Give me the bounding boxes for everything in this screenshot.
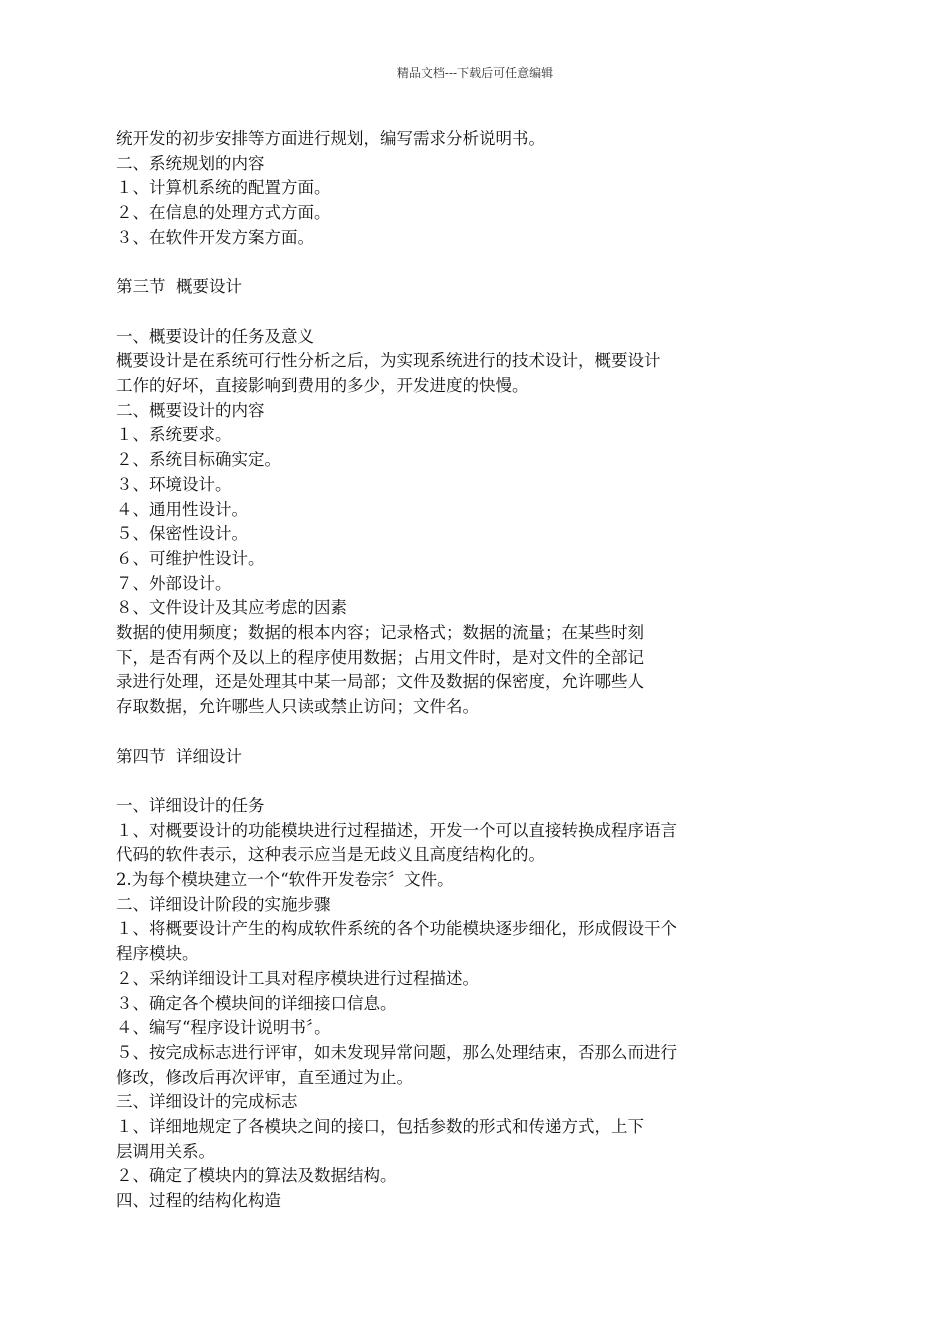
text-line: 二、系统规划的内容: [116, 153, 265, 173]
text-line: ８、文件设计及其应考虑的因素: [116, 598, 347, 618]
text-line: ２、在信息的处理方式方面。: [116, 203, 331, 223]
text-line: 程序模块。: [116, 944, 199, 964]
text-line: ６、可维护性设计。: [116, 548, 265, 568]
text-line: 二、详细设计阶段的实施步骤: [116, 894, 331, 914]
text-line: 四、过程的结构化构造: [116, 1191, 281, 1211]
text-line: 一、详细设计的任务: [116, 795, 265, 815]
text-line: ２、确定了模块内的算法及数据结构。: [116, 1166, 397, 1186]
text-line: 层调用关系。: [116, 1141, 215, 1161]
blank-line: [116, 300, 796, 325]
text-line: 工作的好坏，直接影响到费用的多少，开发进度的快慢。: [116, 376, 529, 395]
text-line: ２、系统目标确实定。: [116, 450, 281, 470]
document-body: [116, 127, 796, 1214]
text-line: ７、外部设计。: [116, 573, 232, 593]
text-line: ３、在软件开发方案方面。: [116, 227, 314, 247]
text-line: 数据的使用频度；数据的根本内容；记录格式；数据的流量；在某些时刻: [116, 623, 644, 643]
text-line: ２、采纳详细设计工具对程序模块进行过程描述。: [116, 968, 479, 988]
text-line: １、将概要设计产生的构成软件系统的各个功能模块逐步细化，形成假设干个: [116, 919, 677, 939]
text-line: １、计算机系统的配置方面。: [116, 178, 331, 198]
text-line: ４、编写“程序设计说明书〞。: [116, 1018, 331, 1038]
text-line: 概要设计是在系统可行性分析之后，为实现系统进行的技术设计，概要设计: [116, 351, 661, 371]
text-line: １、详细地规定了各模块之间的接口，包括参数的形式和传递方式，上下: [116, 1117, 644, 1137]
text-line: 修改，修改后再次评审，直至通过为止。: [116, 1067, 413, 1087]
text-line: 录进行处理，还是处理其中某一局部；文件及数据的保密度，允许哪些人: [116, 672, 644, 692]
text-line: ５、保密性设计。: [116, 524, 248, 544]
text-line: １、系统要求。: [116, 425, 232, 445]
text-line: 三、详细设计的完成标志: [116, 1092, 298, 1112]
text-line: ３、确定各个模块间的详细接口信息。: [116, 993, 397, 1013]
text-line: 统开发的初步安排等方面进行规划，编写需求分析说明书。: [116, 129, 545, 148]
text-line: 2.为每个模块建立一个“软件开发卷宗〞文件。: [116, 870, 454, 890]
page-header: 精品文档---下载后可任意编辑: [396, 66, 554, 80]
text-line: 代码的软件表示，这种表示应当是无歧义且高度结构化的。: [116, 845, 545, 865]
text-line: 存取数据，允许哪些人只读或禁止访问；文件名。: [116, 697, 479, 717]
blank-line: [116, 769, 796, 794]
text-line: 第四节 详细设计: [116, 746, 242, 766]
text-line: １、对概要设计的功能模块进行过程描述，开发一个可以直接转换成程序语言: [116, 820, 677, 840]
text-line: ５、按完成标志进行评审，如未发现异常问题，那么处理结束，否那么而进行: [116, 1042, 677, 1062]
blank-line: [116, 720, 796, 745]
text-line: 下，是否有两个及以上的程序使用数据；占用文件时，是对文件的全部记: [116, 647, 644, 667]
text-line: 二、概要设计的内容: [116, 400, 265, 420]
blank-line: [116, 251, 796, 276]
text-line: 一、概要设计的任务及意义: [116, 326, 314, 346]
text-line: ３、环境设计。: [116, 474, 232, 494]
text-line: 第三节 概要设计: [116, 277, 242, 297]
text-line: ４、通用性设计。: [116, 499, 248, 519]
